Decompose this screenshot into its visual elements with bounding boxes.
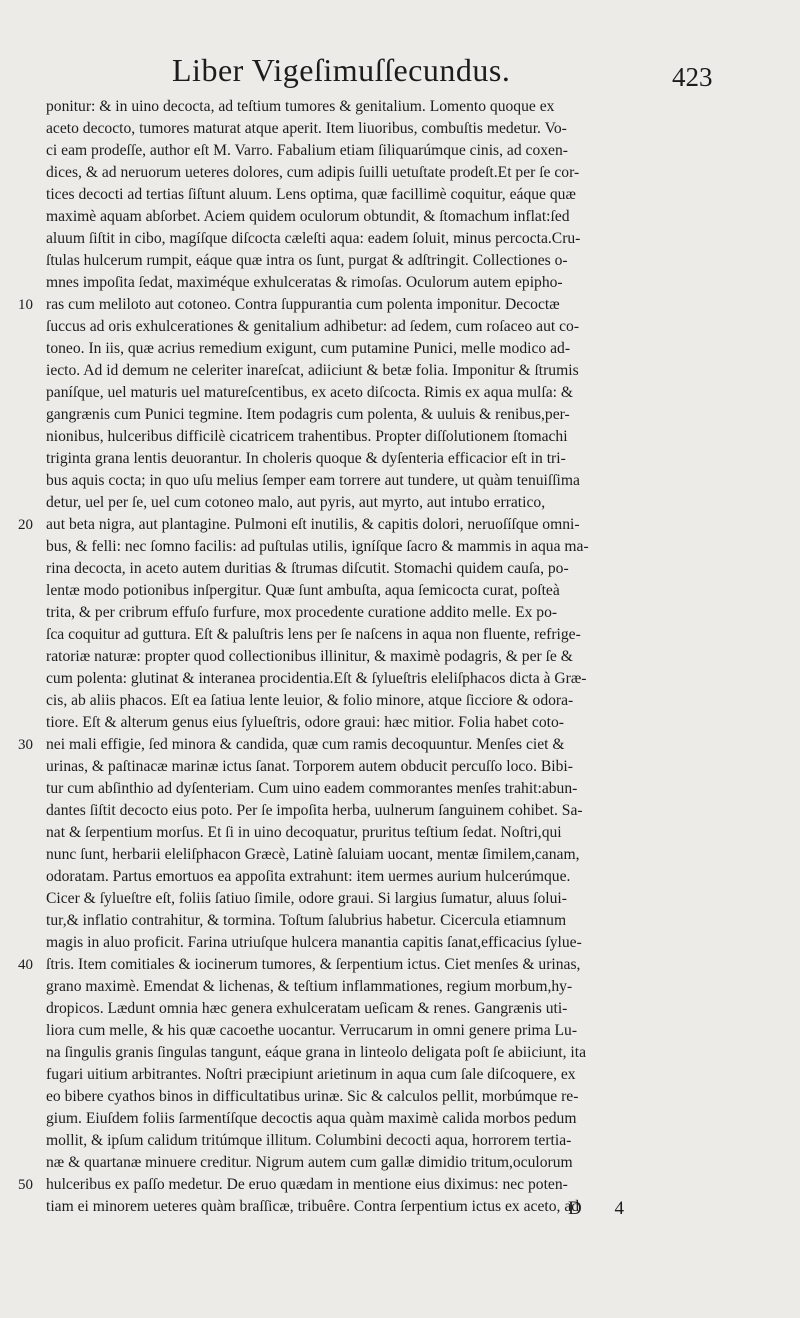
text-line: nei mali effigie, ſed minora & candida, quæ cum ramis decoquuntur. Menſes ciet &: [46, 736, 565, 753]
margin-line-number: 20: [18, 517, 33, 533]
text-line: dropicos. Lædunt omnia hæc genera exhulceratam ueſicam & renes. Gangrænis uti-: [46, 1000, 568, 1017]
text-line: paníſque, uel maturis uel matureſcentibus, ex aceto diſcocta. Rimis ex aqua mulſa: &: [46, 384, 573, 401]
page-number: 423: [672, 62, 713, 92]
text-line: næ & quartanæ minuere creditur. Nigrum autem cum gallæ dimidio tritum,oculorum: [46, 1154, 573, 1171]
text-line: dantes ſiſtit decocto eius poto. Per ſe impoſita herba, uulnerum ſanguinem cohibet. Sa-: [46, 802, 583, 819]
text-line: ſca coquitur ad guttura. Eſt & paluſtris lens per ſe naſcens in aqua non fluente, refrige-: [46, 626, 581, 643]
printer-signature-mark: D 4: [568, 1198, 638, 1219]
text-line: cis, ab aliis phacos. Eſt ea ſatiua lente leuior, & folio minore, atque ſicciore & odora-: [46, 692, 574, 709]
margin-line-number: 50: [18, 1177, 33, 1193]
text-line: magis in aluo proficit. Farina utriuſque hulcera manantia capitis ſanat,efficacius ſylue-: [46, 934, 582, 951]
text-line: tiore. Eſt & alterum genus eius ſylueſtris, odore graui: hæc mitior. Folia habet coto-: [46, 714, 564, 731]
text-line: ſtris. Item comitiales & iocinerum tumores, & ſerpentium ictus. Ciet menſes & urinas,: [46, 956, 581, 973]
text-line: aluum ſiſtit in cibo, magíſque diſcocta cæleſti aqua: eadem ſoluit, minus percocta.Cru-: [46, 230, 581, 247]
text-line: mollit, & ipſum calidum tritúmque illitum. Columbini decocti aqua, horrorem tertia-: [46, 1132, 572, 1149]
text-line: fugari uitium arbitrantes. Noſtri præcipiunt arietinum in aqua cum ſale diſcoquere, ex: [46, 1066, 576, 1083]
text-line: triginta grana lentis deuorantur. In choleris quoque & dyſenteria efficacior eſt in tri-: [46, 450, 566, 467]
text-line: maximè aquam abſorbet. Aciem quidem oculorum obtundit, & ſtomachum inflat:ſed: [46, 208, 570, 225]
text-line: aceto decocto, tumores maturat atque aperit. Item liuoribus, combuſtis medetur. Vo-: [46, 120, 567, 137]
text-line: nunc ſunt, herbarii eleliſphacon Græcè, Latinè ſaluiam uocant, mentæ ſimilem,canam,: [46, 846, 580, 863]
text-line: detur, uel per ſe, uel cum cotoneo malo, aut pyris, aut myrto, aut intubo erratico,: [46, 494, 546, 511]
running-head: Liber Vigeſimuſſecundus.: [172, 52, 511, 88]
text-line: bus aquis cocta; in quo uſu melius ſemper eam torrere aut tundere, ut quàm tenuiſſima: [46, 472, 580, 489]
text-line: tur cum abſinthio ad dyſenteriam. Cum uino eadem commorantes menſes trahit:abun-: [46, 780, 578, 797]
margin-line-number: 30: [18, 737, 33, 753]
text-line: lentæ modo potionibus inſpergitur. Quæ ſunt ambuſta, aqua ſemicocta curat, poſteà: [46, 582, 560, 599]
text-line: ras cum meliloto aut cotoneo. Contra ſuppurantia cum polenta imponitur. Decoctæ: [46, 296, 560, 313]
margin-line-number: 10: [18, 297, 33, 313]
text-line: tiam ei minorem ueteres quàm braſſicæ, tribuêre. Contra ſerpentium ictus ex aceto, ad: [46, 1198, 580, 1215]
text-line: tur,& inflatio contrahitur, & tormina. Toſtum ſalubrius habetur. Cicercula etiamnum: [46, 912, 567, 929]
text-line: trita, & per cribrum effuſo furfure, mox procedente curatione addito melle. Ex po-: [46, 604, 558, 621]
text-line: eo bibere cyathos binos in difficultatibus urinæ. Sic & calculos pellit, morbúmque re-: [46, 1088, 579, 1105]
text-line: odoratam. Partus emortuos ea appoſita extrahunt: item uermes aurium hulcerúmque.: [46, 868, 571, 885]
text-line: na ſingulis granis ſingulas tangunt, eáque grana in linteolo deligata poſt ſe abiiciunt, ita: [46, 1044, 587, 1061]
text-line: tices decocti ad tertias ſiſtunt aluum. Lens optima, quæ facillimè coquitur, eáque quæ: [46, 186, 576, 203]
text-line: aut beta nigra, aut plantagine. Pulmoni eſt inutilis, & capitis dolori, neruoſíſque omni-: [46, 516, 580, 533]
text-line: mnes impoſita ſedat, maximéque exhulceratas & rimoſas. Oculorum autem epipho-: [46, 274, 563, 291]
text-line: cum polenta: glutinat & interanea procidentia.Eſt & ſylueſtris eleliſphacos dicta à Græ-: [46, 670, 587, 687]
text-line: hulceribus ex paſſo medetur. De eruo quædam in mentione eius diximus: nec poten-: [46, 1176, 568, 1193]
text-line: urinas, & paſtinacæ marinæ ictus ſanat. Torporem autem obducit percuſſo loco. Bibi-: [46, 758, 573, 775]
text-line: ſuccus ad oris exhulcerationes & genitalium adhibetur: ad ſedem, cum roſaceo aut co-: [46, 318, 580, 335]
text-line: Cicer & ſylueſtre eſt, foliis ſatiuo ſimile, odore graui. Si largius ſumatur, aluus ſolui-: [46, 890, 567, 907]
text-line: gium. Eiuſdem foliis ſarmentíſque decoctis aqua quàm maximè calida morbos pedum: [46, 1110, 577, 1127]
margin-line-number: 40: [18, 957, 33, 973]
text-line: ponitur: & in uino decocta, ad teſtium tumores & genitalium. Lomento quoque ex: [46, 98, 555, 115]
text-line: ratoriæ naturæ: propter quod collectionibus illinitur, & maximè podagris, & per ſe &: [46, 648, 573, 665]
text-line: iecto. Ad id demum ne celeriter inareſcat, adiiciunt & betæ folia. Imponitur & ſtrumis: [46, 362, 579, 379]
text-line: bus, & felli: nec ſomno facilis: ad puſtulas utilis, igníſque ſacro & mammis in aqua ma-: [46, 538, 589, 555]
text-line: dices, & ad neruorum ueteres dolores, cum adipis ſuilli uetuſtate prodeſt.Et per ſe cor-: [46, 164, 580, 181]
text-line: ci eam prodeſſe, author eſt M. Varro. Fabalium etiam ſiliquarúmque cinis, ad coxen-: [46, 142, 568, 159]
text-line: ſtulas hulcerum rumpit, eáque quæ intra os ſunt, purgat & adſtringit. Collectiones o-: [46, 252, 568, 269]
text-line: nionibus, hulceribus difficilè cicatricem trahentibus. Propter diſſolutionem ſtomachi: [46, 428, 568, 445]
text-line: gangrænis cum Punici tegmine. Item podagris cum polenta, & uuluis & renibus,per-: [46, 406, 570, 423]
text-line: liora cum melle, & his quæ cacoethe uocantur. Verrucarum in omni genere prima Lu-: [46, 1022, 578, 1039]
text-line: rina decocta, in aceto autem duritias & ſtrumas diſcutit. Stomachi quidem cauſa, po-: [46, 560, 569, 577]
text-line: nat & ſerpentium morſus. Et ſi in uino decoquatur, pruritus teſtium ſedat. Noſtri,qui: [46, 824, 562, 841]
text-line: grano maximè. Emendat & lichenas, & teſtium inflammationes, regium morbum,hy-: [46, 978, 573, 995]
text-line: toneo. In iis, quæ acrius remedium exigunt, cum putamine Punici, melle modico ad-: [46, 340, 571, 357]
